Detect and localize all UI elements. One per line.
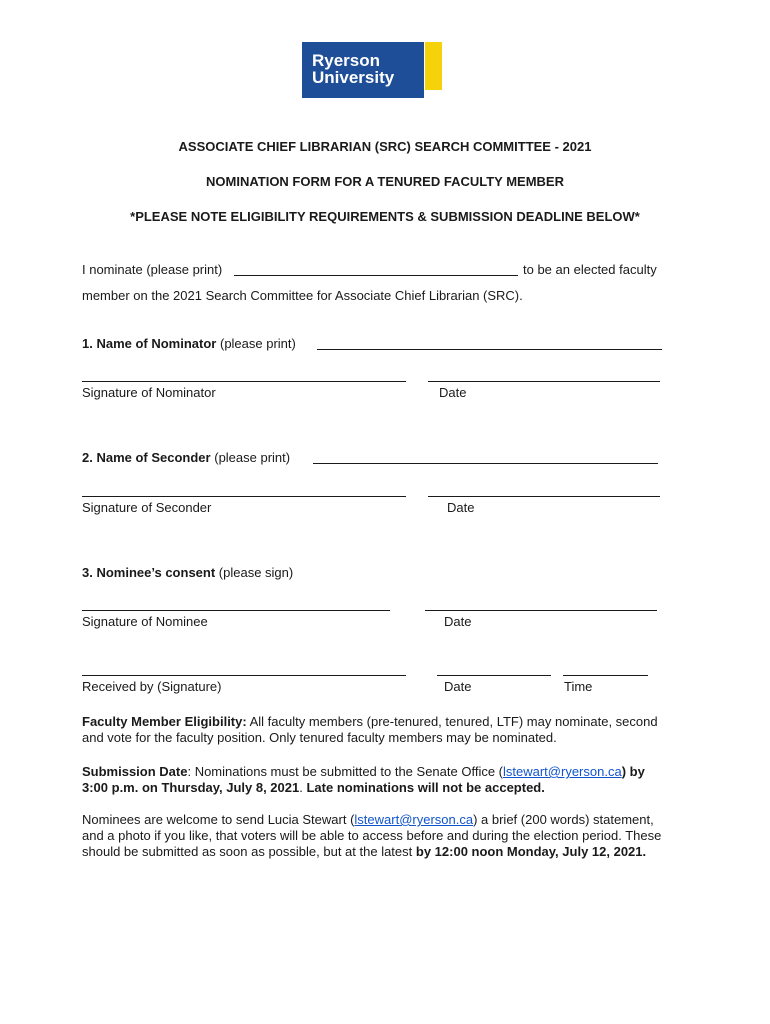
nominee-date-label: Date	[444, 614, 472, 629]
submission-text: : Nominations must be submitted to the Senate Office (	[187, 764, 503, 779]
eligibility-note: *PLEASE NOTE ELIGIBILITY REQUIREMENTS & SUBMISSION DEADLINE BELOW*	[130, 209, 640, 224]
received-date-field[interactable]	[437, 675, 551, 676]
nominate-prefix: I nominate (please print)	[82, 262, 223, 277]
eligibility-text-2: and vote for the faculty position. Only tenured faculty members may be nominated.	[82, 730, 557, 745]
submission-by: ) by	[621, 764, 645, 779]
eligibility-paragraph	[82, 714, 712, 746]
submission-late-note: Late nominations will not be accepted.	[306, 780, 545, 795]
nominator-signature-field[interactable]	[82, 381, 406, 382]
submission-email-link[interactable]: lstewart@ryerson.ca	[503, 764, 622, 779]
form-title: ASSOCIATE CHIEF LIBRARIAN (SRC) SEARCH COMMITTEE - 2021	[178, 139, 592, 154]
statement-line-3: should be submitted as soon as possible, but at the latest	[82, 844, 413, 859]
section-3-hint: (please sign)	[218, 565, 294, 580]
seconder-date-label: Date	[447, 500, 475, 515]
statement-text-2: ) a brief (200 words) statement,	[473, 812, 654, 827]
submission-deadline: 3:00 p.m. on Thursday, July 8, 2021	[82, 780, 300, 795]
section-2-hint: (please print)	[214, 450, 291, 465]
section-1-heading	[82, 336, 296, 351]
submission-label: Submission Date	[82, 764, 188, 779]
nominate-suffix: to be an elected faculty	[523, 262, 657, 277]
section-2-heading	[82, 450, 290, 465]
received-signature-label: Received by (Signature)	[82, 679, 222, 694]
nominator-name-field[interactable]	[317, 349, 662, 350]
section-3-heading	[82, 565, 293, 580]
nominee-signature-field[interactable]	[82, 610, 390, 611]
seconder-date-field[interactable]	[428, 496, 660, 497]
nominee-signature-label: Signature of Nominee	[82, 614, 208, 629]
logo-yellow-bar	[425, 42, 442, 90]
logo-line-1: Ryerson	[312, 51, 381, 70]
received-time-field[interactable]	[563, 675, 648, 676]
submission-paragraph	[82, 764, 712, 796]
logo-line-2: University	[312, 68, 395, 87]
received-date-label: Date	[444, 679, 472, 694]
eligibility-label: Faculty Member Eligibility:	[82, 714, 247, 729]
nominator-signature-label: Signature of Nominator	[82, 385, 216, 400]
section-1-title: 1. Name of Nominator	[82, 336, 217, 351]
statement-deadline: by 12:00 noon Monday, July 12, 2021.	[415, 844, 647, 859]
nominee-name-field[interactable]	[234, 275, 518, 276]
statement-paragraph	[82, 812, 722, 860]
ryerson-university-logo	[302, 42, 442, 98]
received-signature-field[interactable]	[82, 675, 406, 676]
seconder-signature-label: Signature of Seconder	[82, 500, 212, 515]
seconder-signature-field[interactable]	[82, 496, 406, 497]
nominator-date-label: Date	[439, 385, 467, 400]
logo-wordmark	[302, 42, 424, 98]
submission-period: .	[299, 780, 303, 795]
nominate-line-2: member on the 2021 Search Committee for Associate Chief Librarian (SRC).	[82, 288, 523, 303]
section-2-title: 2. Name of Seconder	[82, 450, 211, 465]
section-3-title: 3. Nominee’s consent	[82, 565, 216, 580]
seconder-name-field[interactable]	[313, 463, 658, 464]
statement-line-2: and a photo if you like, that voters will be able to access before and during the election period. These	[82, 828, 662, 843]
nominee-date-field[interactable]	[425, 610, 657, 611]
statement-email-link[interactable]: lstewart@ryerson.ca	[354, 812, 474, 827]
received-time-label: Time	[564, 679, 593, 694]
eligibility-text: All faculty members (pre-tenured, tenured, LTF) may nominate, second	[249, 714, 658, 729]
form-subtitle: NOMINATION FORM FOR A TENURED FACULTY MEMBER	[206, 174, 564, 189]
section-1-hint: (please print)	[219, 336, 296, 351]
nominator-date-field[interactable]	[428, 381, 660, 382]
statement-text-1: Nominees are welcome to send Lucia Stewart (	[82, 812, 355, 827]
